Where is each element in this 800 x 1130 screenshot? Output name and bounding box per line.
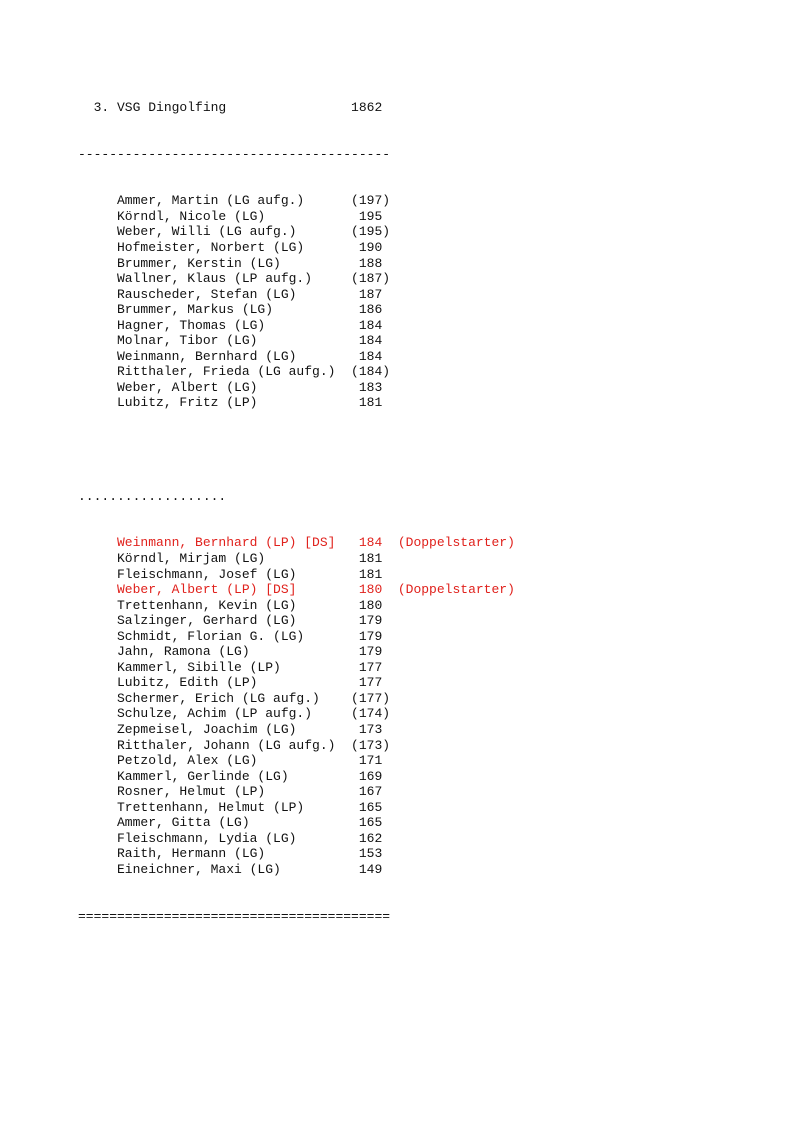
- roster-row: Rauscheder, Stefan (LG) 187: [78, 286, 383, 302]
- dash-separator: ----------------------------------------: [78, 146, 391, 162]
- roster-row: Brummer, Markus (LG) 186: [78, 302, 383, 318]
- roster-row: Hagner, Thomas (LG) 184: [78, 317, 383, 333]
- team-header: 3. VSG Dingolfing 1862: [78, 100, 383, 116]
- reserve-row: Petzold, Alex (LG) 171: [78, 753, 383, 769]
- reserve-row: Fleischmann, Lydia (LG) 162: [78, 830, 383, 846]
- reserve-row: Raith, Hermann (LG) 153: [78, 846, 383, 862]
- roster-row: Ritthaler, Frieda (LG aufg.) (184): [78, 364, 391, 380]
- roster-row: Molnar, Tibor (LG) 184: [78, 333, 383, 349]
- reserve-row: Rosner, Helmut (LP) 167: [78, 784, 383, 800]
- reserve-row: Schermer, Erich (LG aufg.) (177): [78, 690, 391, 706]
- reserve-row: Kammerl, Sibille (LP) 177: [78, 659, 383, 675]
- roster-row: Weber, Albert (LG) 183: [78, 379, 383, 395]
- roster-row: Weber, Willi (LG aufg.) (195): [78, 224, 391, 240]
- reserve-roster-list: [78, 535, 515, 877]
- reserve-row: Lubitz, Edith (LP) 177: [78, 675, 383, 691]
- roster-row: Lubitz, Fritz (LP) 181: [78, 395, 383, 411]
- roster-row: Weinmann, Bernhard (LG) 184: [78, 348, 383, 364]
- reserve-row: Ritthaler, Johann (LG aufg.) (173): [78, 737, 391, 753]
- reserve-row-doppelstarter: Weber, Albert (LP) [DS] 180 (Doppelstarter): [78, 582, 515, 598]
- roster-row: Ammer, Martin (LG aufg.) (197): [78, 193, 391, 209]
- reserve-row: Salzinger, Gerhard (LG) 179: [78, 613, 383, 629]
- dot-separator: ...................: [78, 488, 227, 504]
- reserve-row: Kammerl, Gerlinde (LG) 169: [78, 768, 383, 784]
- roster-row: Wallner, Klaus (LP aufg.) (187): [78, 271, 391, 287]
- reserve-row: Schmidt, Florian G. (LG) 179: [78, 628, 383, 644]
- equals-separator: ========================================: [78, 908, 391, 924]
- results-document: [78, 69, 515, 940]
- roster-row: Hofmeister, Norbert (LG) 190: [78, 240, 383, 256]
- blank-line: [78, 442, 515, 458]
- reserve-row: Trettenhann, Kevin (LG) 180: [78, 597, 383, 613]
- reserve-row: Trettenhann, Helmut (LP) 165: [78, 799, 383, 815]
- reserve-row: Schulze, Achim (LP aufg.) (174): [78, 706, 391, 722]
- reserve-row: Fleischmann, Josef (LG) 181: [78, 566, 383, 582]
- reserve-row: Eineichner, Maxi (LG) 149: [78, 861, 383, 877]
- reserve-row: Ammer, Gitta (LG) 165: [78, 815, 383, 831]
- reserve-row: Jahn, Ramona (LG) 179: [78, 644, 383, 660]
- reserve-row: Zepmeisel, Joachim (LG) 173: [78, 721, 383, 737]
- main-roster-list: [78, 193, 515, 411]
- roster-row: Brummer, Kerstin (LG) 188: [78, 255, 383, 271]
- roster-row: Körndl, Nicole (LG) 195: [78, 208, 383, 224]
- reserve-row-doppelstarter: Weinmann, Bernhard (LP) [DS] 184 (Doppelstarter): [78, 535, 515, 551]
- reserve-row: Körndl, Mirjam (LG) 181: [78, 550, 383, 566]
